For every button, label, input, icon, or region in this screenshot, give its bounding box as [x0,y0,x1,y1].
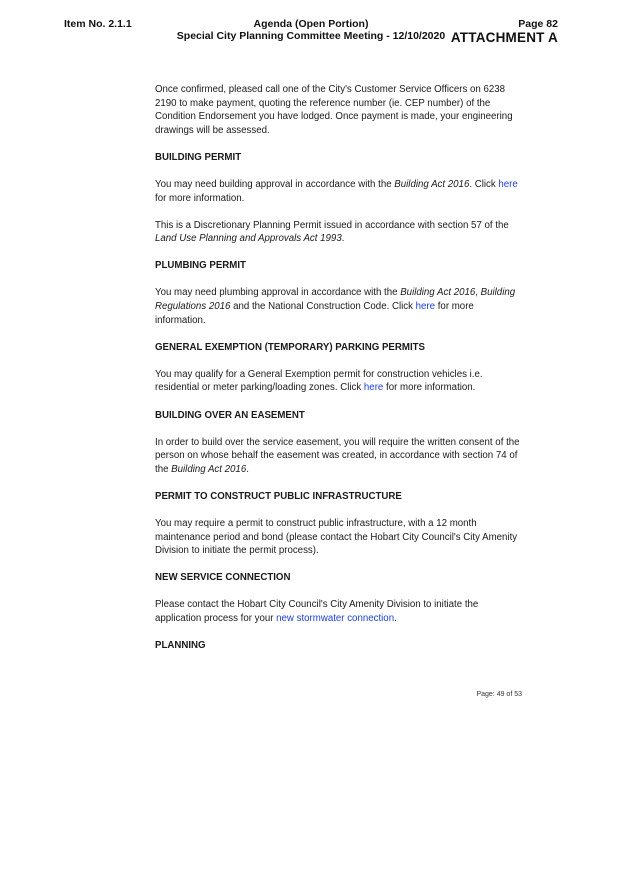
parking-permits-paragraph: You may qualify for a General Exemption permit for construction vehicles i.e. residential or meter parking/loading zones. Click here for more information. [155,368,483,394]
heading-public-infrastructure: PERMIT TO CONSTRUCT PUBLIC INFRASTRUCTURE [155,490,402,502]
page-header [451,18,558,46]
plumbing-permit-paragraph: You may need plumbing approval in accordance with the Building Act 2016, Building Regulations 2016 and the National Construction Code. Click here for more information. [155,287,516,326]
public-infrastructure-paragraph: You may require a permit to construct public infrastructure, with a 12 month maintenance period and bond (please contact the Hobart City Council's City Amenity Division to initiate the permit process). [155,517,518,557]
heading-building-over-easement: BUILDING OVER AN EASEMENT [155,409,305,421]
heading-building-permit: BUILDING PERMIT [155,151,242,163]
page-number: Page 82 [518,18,558,30]
discretionary-permit-paragraph: This is a Discretionary Planning Permit issued in accordance with section 57 of the Land Use Planning and Approvals Act 1993. [155,219,509,245]
building-permit-paragraph: You may need building approval in accordance with the Building Act 2016. Click here for more information. [155,178,518,204]
service-connection-paragraph: Please contact the Hobart City Council's City Amenity Division to initiate the application process for your new stormwater connection. [155,599,479,624]
heading-planning: PLANNING [155,640,206,652]
heading-new-service-connection: NEW SERVICE CONNECTION [155,572,291,584]
page-footer: Page: 49 of 53 [476,691,522,698]
item-number: Item No. 2.1.1 [64,18,132,30]
building-permit-link[interactable]: here [498,178,518,190]
parking-permits-link[interactable]: here [363,382,384,394]
meeting-title: Special City Planning Committee Meeting - 12/10/2020 [176,30,446,42]
easement-paragraph: In order to build over the service easement, you will require the written consent of the person on whose behalf the easement was created, in accordance with section 74 of the Building Act 2016. [155,436,520,475]
plumbing-permit-link[interactable]: here [415,301,436,313]
attachment-label: ATTACHMENT A [450,30,558,45]
agenda-title: Agenda (Open Portion) [253,18,369,30]
intro-paragraph: Once confirmed, pleased call one of the City's Customer Service Officers on 6238 2190 to make payment, quoting the reference number (ie. CEP number) of the Condition Endorsement you have lodged. Once payment is made, your engineering drawings will be assessed. [155,84,513,136]
heading-plumbing-permit: PLUMBING PERMIT [155,260,246,272]
heading-parking-permits: GENERAL EXEMPTION (TEMPORARY) PARKING PERMITS [155,341,426,353]
stormwater-connection-link[interactable]: new stormwater connection [276,612,395,624]
document-body [155,83,525,666]
